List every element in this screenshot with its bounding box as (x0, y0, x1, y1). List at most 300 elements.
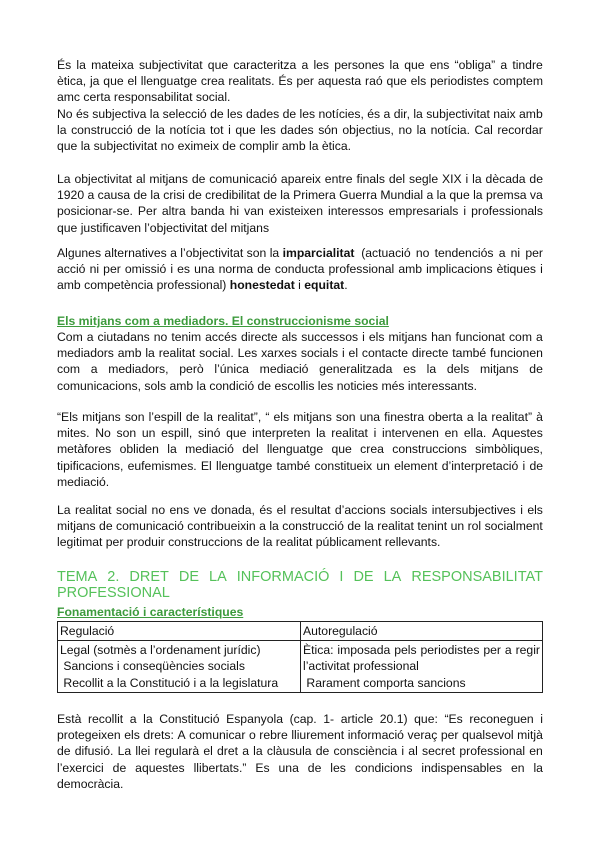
table-row (58, 641, 543, 693)
word: La (57, 172, 71, 186)
word: el (127, 74, 137, 89)
word: professionals (471, 204, 543, 219)
word: comunicació (209, 172, 278, 186)
word: son (116, 426, 137, 441)
paragraph-metafores (57, 409, 543, 490)
text-line (57, 329, 543, 345)
word: és (259, 503, 273, 517)
word: i (522, 458, 526, 473)
text-line: que justificaven l’objectivitat del mitjans (57, 220, 270, 235)
word: qualsevol (462, 728, 514, 743)
word: És (57, 58, 72, 72)
paragraph-mediadors (57, 329, 543, 394)
word: causa (97, 188, 131, 203)
word: periodistes (430, 74, 490, 89)
word: Per (137, 204, 157, 219)
word: informació (347, 728, 404, 743)
word: element (394, 458, 438, 473)
word: un (141, 426, 156, 441)
word: indispensables (421, 760, 502, 775)
word: persones (334, 58, 385, 72)
word: ni (89, 262, 100, 277)
word: drets: (143, 728, 174, 743)
word: xarxes (261, 346, 297, 361)
word: crea (360, 442, 384, 457)
word: ni (510, 246, 521, 260)
word: social (115, 503, 148, 517)
word: DE (353, 569, 374, 585)
text-line: que la subjectivitat no eximeix de complir amb la ètica. (57, 139, 351, 154)
word: metàfores (57, 442, 112, 457)
word: Espanyola (226, 712, 283, 726)
word: amb (117, 346, 142, 361)
word: professional (459, 744, 526, 759)
word: com (508, 330, 532, 344)
word: lliurement (291, 728, 345, 743)
word: Es (255, 760, 270, 775)
text-line (57, 441, 543, 457)
word: de (112, 760, 127, 775)
text-line (57, 361, 543, 377)
word: la (280, 188, 290, 203)
word: caracteritza (233, 58, 297, 72)
word: tenint (417, 519, 448, 534)
word: article (340, 712, 374, 726)
word: ciutadans (97, 330, 150, 344)
word: banda (190, 204, 225, 219)
word: ja (89, 74, 100, 89)
word: de (347, 519, 361, 534)
word: en (510, 760, 525, 775)
word: de (133, 188, 148, 203)
word: es (403, 362, 416, 377)
word: Cal (474, 122, 493, 137)
word: mitjans (388, 330, 428, 344)
word: consciència (333, 744, 398, 759)
word: la (143, 712, 153, 726)
word: de (137, 122, 151, 137)
conjunction: i (298, 278, 301, 293)
word: successos (301, 330, 359, 344)
text-line: mediació. (57, 474, 110, 489)
word: les (330, 760, 346, 775)
word: dret (217, 744, 239, 759)
word: la (253, 744, 263, 759)
word: en (444, 426, 459, 441)
word: oberta (428, 410, 463, 424)
word: per (440, 728, 459, 743)
word: LA (383, 569, 402, 585)
word: existeixen (268, 204, 323, 219)
word: que (235, 122, 256, 137)
word: per (525, 246, 543, 260)
word: la (436, 188, 447, 203)
word: credibilitat (205, 188, 261, 203)
word: tindre (512, 58, 543, 72)
paragraph-objectivitat (57, 171, 543, 236)
word: El (200, 458, 212, 473)
word: espill, (161, 426, 193, 441)
word: RESPONSABILITAT (411, 569, 543, 585)
word: periodistes (420, 643, 480, 658)
term-imparcialitat: imparcialitat (282, 246, 355, 260)
word: a (426, 188, 434, 203)
paragraph-realitat-social (57, 502, 543, 551)
word: realitat (74, 503, 112, 517)
word: al (408, 744, 418, 759)
word: un (376, 458, 390, 473)
section-heading-fonamentacio: Fonamentació i característiques (57, 605, 244, 619)
word: llenguatge (266, 442, 324, 457)
word: mites. (57, 426, 90, 441)
word: mitjà (517, 728, 543, 743)
word: la (364, 519, 374, 534)
word: DRET (129, 569, 169, 585)
word: protegeixen (57, 728, 121, 743)
word: secret (421, 744, 456, 759)
word: objectivitat (74, 172, 133, 186)
text-line (57, 727, 543, 743)
word: l’espill (148, 410, 182, 424)
word: llei (135, 744, 151, 759)
word: tipificacions, (57, 458, 124, 473)
word: mitjans (149, 172, 188, 186)
word: i (465, 172, 469, 186)
word: però (179, 362, 204, 377)
word: la (477, 410, 488, 424)
term-honestedat: honestedat (229, 278, 295, 293)
word: implicacions (426, 262, 493, 277)
word: va (529, 188, 543, 203)
paragraph-alternatives (57, 245, 543, 294)
word: d’accions (334, 503, 386, 517)
word: la (57, 122, 67, 137)
word: i (341, 346, 345, 361)
word: ètica, (57, 74, 87, 89)
word: notícia (169, 122, 206, 137)
word: acció (57, 262, 86, 277)
word: aquesta (317, 74, 362, 89)
alternatives-text-2: amb competència professional) (57, 278, 227, 293)
cell-autoregulacio (301, 641, 543, 693)
word: constitueix (314, 458, 373, 473)
word: el (276, 503, 287, 517)
word: entre (324, 172, 353, 186)
word: intervenen (382, 426, 439, 441)
text-line (57, 57, 543, 73)
word: i (463, 204, 467, 219)
word: la (533, 760, 543, 775)
word: ens (169, 503, 190, 517)
word: Aquestes (491, 426, 543, 441)
word: sinó (198, 426, 221, 441)
word: a (466, 410, 474, 424)
word: imposada (337, 643, 391, 658)
word: mediació (259, 362, 309, 377)
autoregulacio-item: l’activitat professional (303, 659, 419, 674)
paragraph-constitucio (57, 711, 543, 792)
word: són (318, 122, 338, 137)
word: aquestes (135, 760, 185, 775)
word: la (473, 188, 483, 203)
word: No (95, 426, 111, 441)
word: la (155, 122, 165, 137)
word: generalitzada (319, 362, 393, 377)
word: a (90, 362, 98, 377)
word: tendenciós (434, 246, 494, 260)
word: a (129, 712, 137, 726)
word: les (260, 122, 276, 137)
word: tot (209, 122, 224, 137)
word: TEMA (57, 569, 98, 585)
word: llibertats.” (193, 760, 247, 775)
word: ens (429, 58, 450, 72)
paragraph-subjectivitat (57, 57, 543, 154)
word: mitjans (57, 519, 96, 534)
word: una (359, 410, 381, 424)
text-line (57, 203, 543, 219)
word: de (307, 760, 322, 775)
text-line: comunicacions, sols amb la condició de escollis les noticies més interessants. (57, 378, 477, 393)
text-line (57, 458, 543, 474)
word: van (244, 204, 264, 219)
word: comunicar (189, 728, 246, 743)
word: construcció (71, 122, 133, 137)
word: “Els (57, 410, 78, 424)
word: funcionat (455, 330, 505, 344)
word: realitat (331, 426, 368, 441)
word: interpreten (252, 426, 311, 441)
word: directe (411, 346, 449, 361)
word: a (259, 519, 266, 534)
word: 2. (107, 569, 120, 585)
word: els (527, 503, 543, 517)
word: que (386, 74, 407, 89)
autoregulacio-item: Rarament comporta sancions (303, 675, 466, 690)
word: de (57, 744, 71, 759)
text-line: legitimat per produir construccions de la realitat públicament rellevants. (57, 535, 441, 550)
word: difusió. (74, 744, 114, 759)
word: regularà (154, 744, 200, 759)
word: per (296, 74, 314, 89)
word: com (57, 362, 81, 377)
word: Constitució (159, 712, 220, 726)
word: una (194, 262, 215, 277)
word: simbòliques, (475, 442, 543, 457)
word: de (529, 172, 543, 186)
word: a (504, 643, 512, 658)
word: crisi (163, 188, 185, 203)
word: o (248, 728, 256, 743)
word: un (450, 519, 465, 534)
word: i (540, 262, 543, 277)
term-equitat: equitat (304, 278, 345, 293)
word: mediadors, (108, 362, 169, 377)
text-line (57, 171, 543, 187)
word: realitats. (228, 74, 275, 89)
word: son (335, 410, 356, 424)
word: de (529, 362, 543, 377)
text-line (57, 711, 543, 727)
word: Ètica: (303, 643, 334, 658)
word: per (103, 262, 121, 277)
word: objectius, (342, 122, 394, 137)
word: professional (328, 262, 395, 277)
word: per (483, 643, 501, 658)
word: A (177, 728, 186, 743)
word: les (313, 58, 330, 72)
word: La (57, 503, 71, 517)
word: I (339, 569, 344, 585)
word: mateixa (91, 58, 134, 72)
word: “Es (444, 712, 463, 726)
word: la (389, 58, 400, 72)
word: socials (390, 503, 428, 517)
alternatives-line-1 (57, 245, 543, 261)
word: omissió (124, 262, 167, 277)
word: els (124, 728, 140, 743)
word: dècada (485, 172, 526, 186)
word: de (257, 262, 271, 277)
word: que (226, 426, 247, 441)
word: de (263, 188, 277, 203)
word: realitat”, (217, 410, 262, 424)
word: i (520, 503, 523, 517)
word: i (170, 262, 174, 277)
autoregulacio-item (303, 642, 540, 658)
word: 1920 (57, 188, 85, 203)
word: la (316, 426, 326, 441)
period: . (344, 278, 348, 293)
word: pels (394, 643, 417, 658)
word: Com (57, 330, 83, 344)
word: Mundial (380, 188, 424, 203)
word: funcionen (490, 346, 543, 361)
text-line (57, 502, 543, 518)
text-line: democràcia. (57, 776, 124, 791)
word: veraç (407, 728, 438, 743)
word: condicions (354, 760, 413, 775)
word: ella. (463, 426, 487, 441)
word: segle (408, 172, 439, 186)
word: no (415, 246, 430, 260)
word: no (151, 503, 166, 517)
text-line (57, 760, 543, 776)
word: que: (414, 712, 438, 726)
word: construccions (392, 442, 467, 457)
word: interessos (328, 204, 384, 219)
word: rol (467, 519, 482, 534)
word: a (536, 330, 543, 344)
word: empresarials (388, 204, 459, 219)
word: a (86, 330, 94, 344)
word: de (529, 458, 543, 473)
word: la (269, 519, 279, 534)
word: ve (193, 503, 207, 517)
word: de (185, 410, 200, 424)
word: eufemismes. (127, 458, 197, 473)
word: conducta (274, 262, 325, 277)
word: l’exercici (57, 760, 104, 775)
word: als (281, 330, 298, 344)
word: social. (199, 346, 234, 361)
word: Primera (293, 188, 336, 203)
word: de (188, 188, 202, 203)
word: i (228, 122, 231, 137)
alternatives-tail (361, 245, 543, 261)
word: d’interpretació (441, 458, 519, 473)
word: a (498, 246, 506, 260)
word: i (373, 426, 377, 441)
word: comunicació (116, 519, 184, 534)
word: a (242, 744, 249, 759)
word: la (76, 58, 86, 72)
word: la (203, 410, 214, 424)
word: mediadors (57, 346, 114, 361)
word: És (278, 74, 293, 89)
word: à (536, 410, 543, 424)
word: no (398, 122, 413, 137)
word: socials (300, 346, 339, 361)
word: Guerra (339, 188, 378, 203)
word: de (191, 172, 206, 186)
regulation-table (57, 621, 543, 693)
word: mitjans (479, 362, 519, 377)
word: LA (209, 569, 227, 585)
word: construcció (282, 519, 344, 534)
chapter-title (57, 570, 543, 601)
header-autoregulacio: Autoregulació (301, 622, 543, 641)
word: obliden (119, 442, 159, 457)
word: mitjans (293, 410, 332, 424)
header-regulacio: Regulació (58, 622, 301, 641)
word: (actuació (361, 246, 411, 260)
text-line (57, 409, 543, 425)
word: apareix (280, 172, 321, 186)
word: que (207, 58, 229, 72)
word: mediació (185, 442, 234, 457)
word: directe (241, 330, 278, 344)
word: crea (200, 74, 225, 89)
word: intersubjectives (431, 503, 516, 517)
text-line: amc certa responsabilitat social. (57, 90, 231, 105)
text-line (57, 518, 543, 534)
word: a (500, 58, 508, 72)
word: XIX (442, 172, 462, 186)
word: del (388, 172, 406, 186)
word: que (404, 58, 425, 72)
word: La (117, 744, 132, 759)
word: finestra (384, 410, 425, 424)
word: i (540, 712, 543, 726)
word: una (278, 760, 299, 775)
word: no (153, 330, 168, 344)
word: el (203, 744, 213, 759)
word: també (452, 346, 487, 361)
word: accés (205, 330, 237, 344)
word: subjectivitat (138, 58, 203, 72)
word: realitat (377, 519, 414, 534)
text-line (57, 743, 543, 759)
word: (cap. (289, 712, 317, 726)
word: llenguatge (140, 74, 198, 89)
word: regir (515, 643, 540, 658)
word: a (87, 188, 95, 203)
word: la (416, 122, 427, 137)
word: notícia. (430, 122, 470, 137)
word: hi (229, 204, 240, 219)
chapter-title-line-1 (57, 570, 543, 586)
